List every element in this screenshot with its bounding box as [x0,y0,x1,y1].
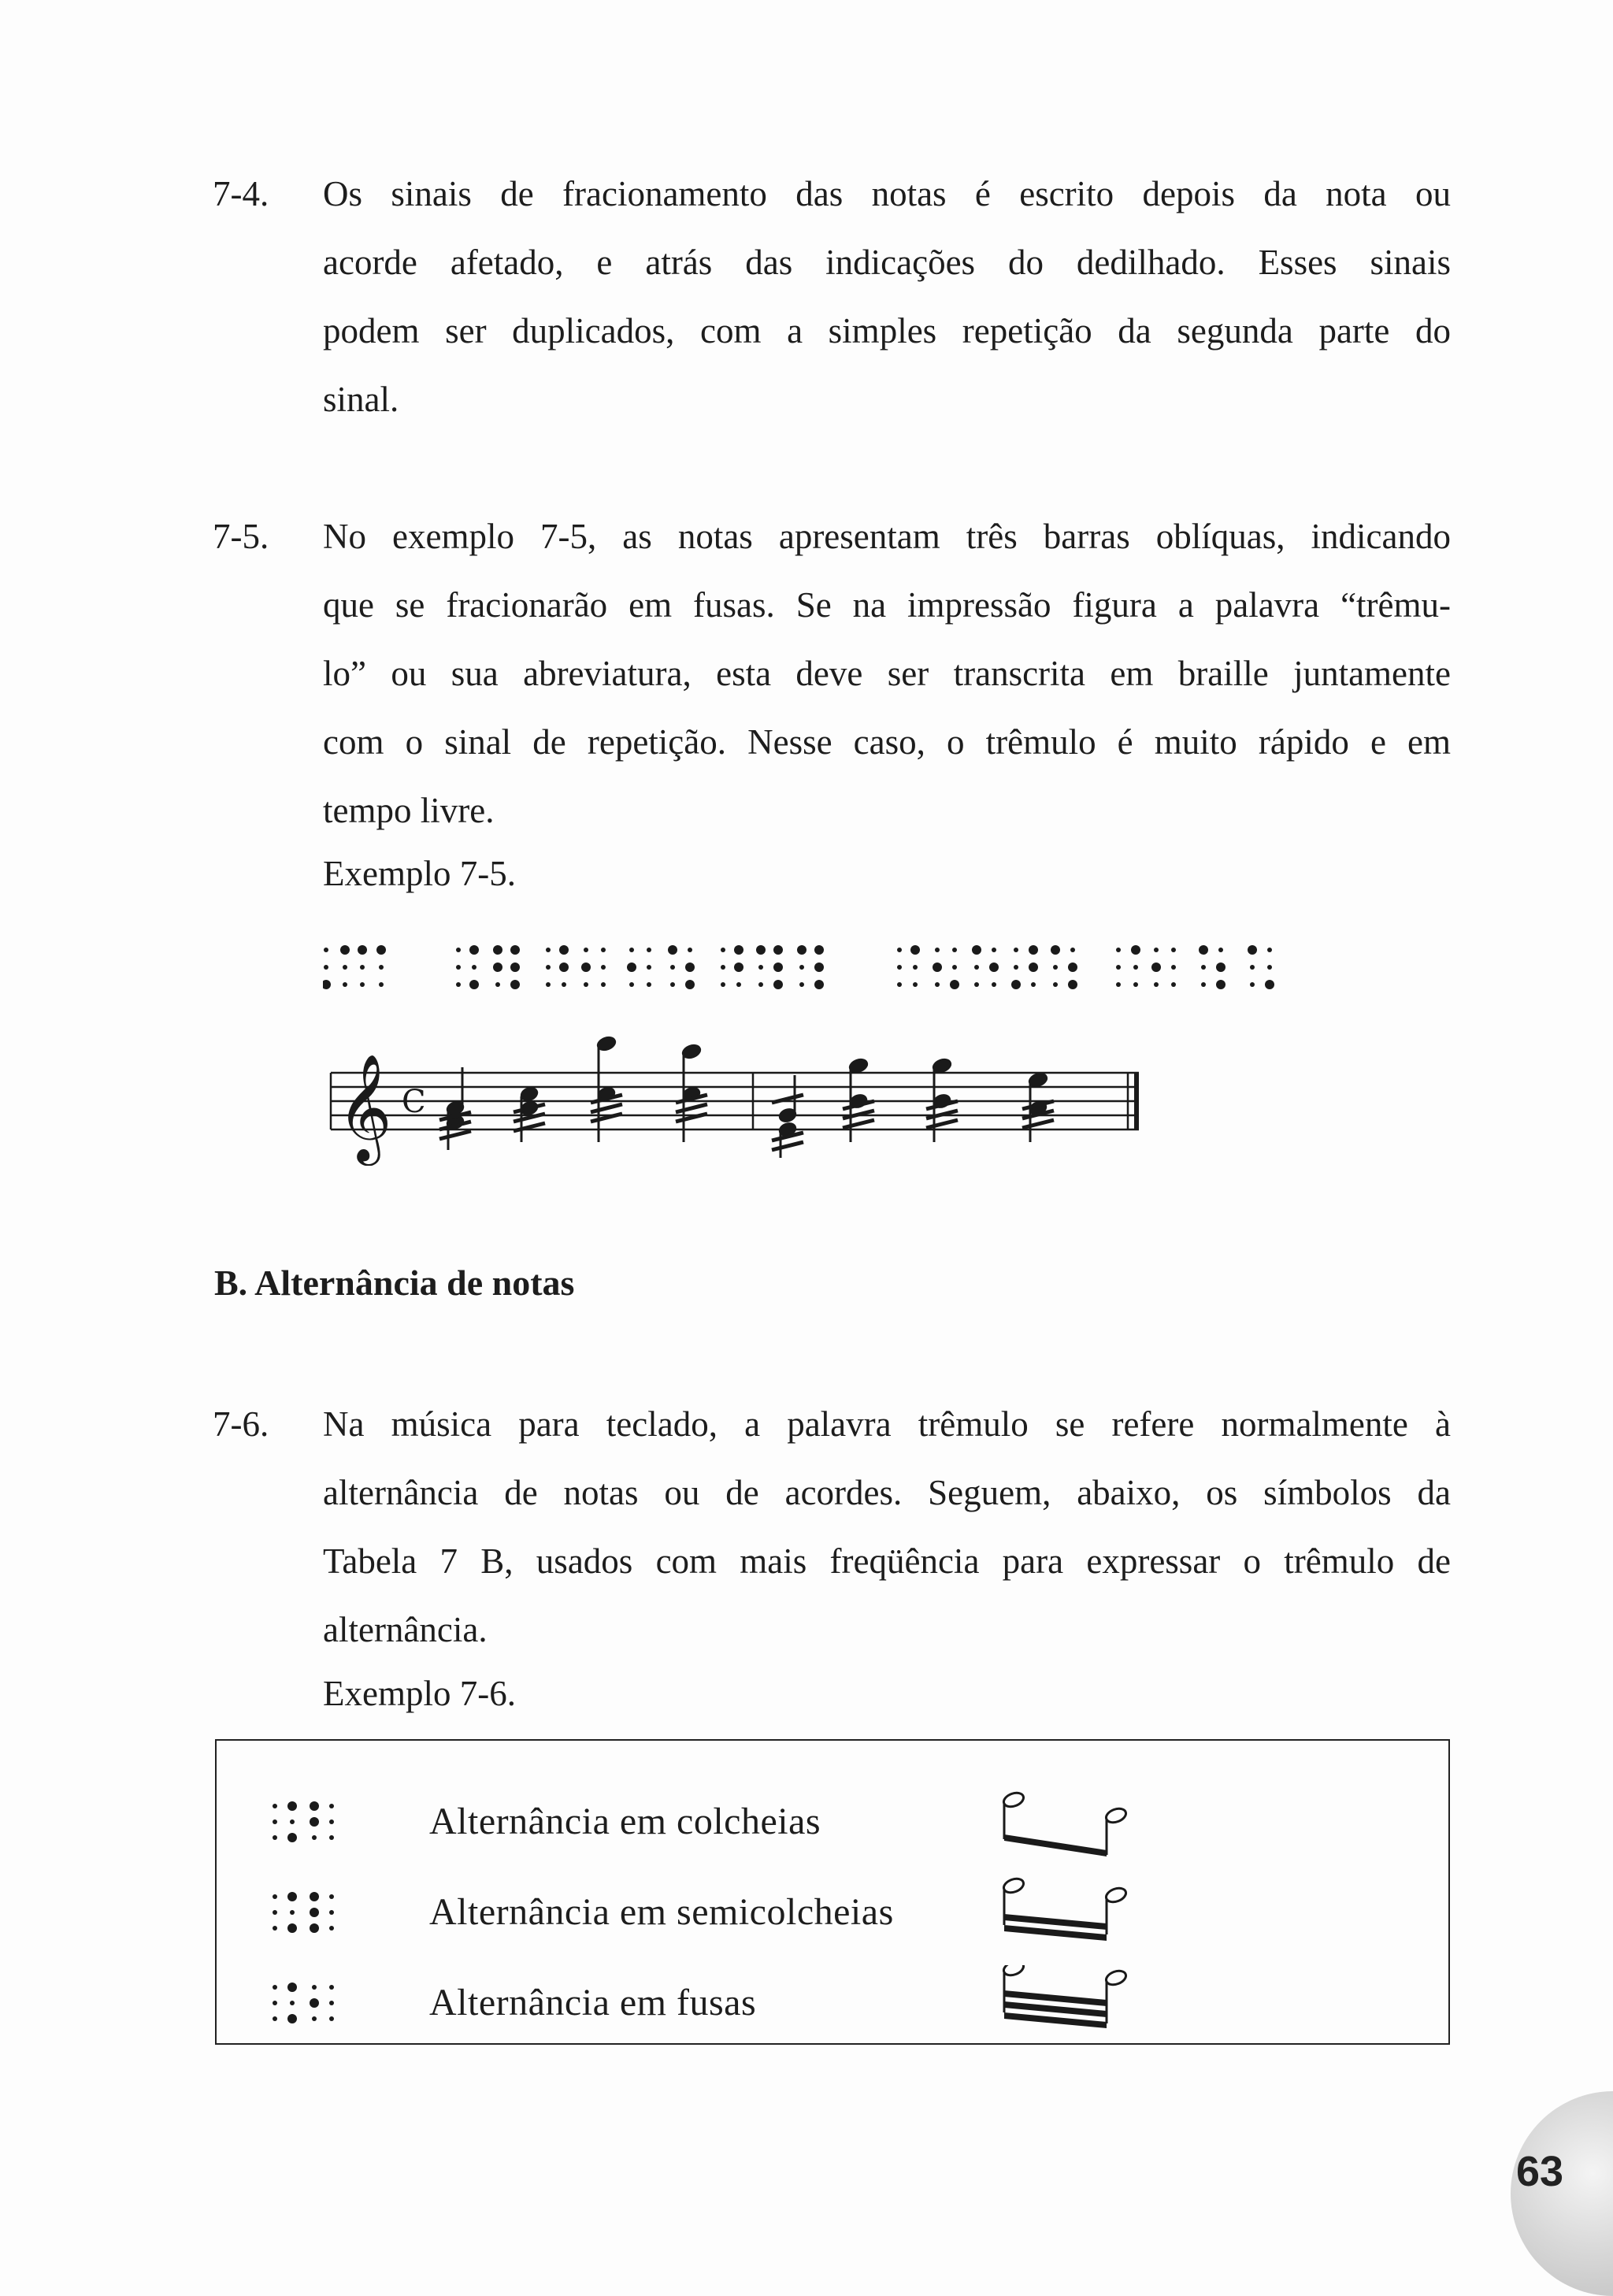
paragraph-body [323,1390,1451,1664]
page-number: 63 [1516,2148,1564,2195]
braille-transcription [323,944,1284,991]
alternation-eighth-icon [996,1784,1138,1867]
text-line: com o sinal de repetição. Nesse caso, o trêmulo é muito rápido e em [323,722,1451,762]
paragraph-7-4 [214,160,1451,434]
braille-cell-graphic [270,1800,336,1847]
text-line: Na música para teclado, a palavra trêmulo se refere normalmente à [323,1404,1451,1444]
text-line: sinal. [323,380,399,419]
braille-symbol [270,1890,336,1942]
section-heading: B. Alternância de notas [214,1263,575,1303]
text-line: lo” ou sua abreviatura, esta deve ser transcrita em braille juntamente [323,654,1451,693]
paragraph-number: 7-4. [213,174,269,213]
paragraph-number: 7-5. [213,517,269,556]
braille-symbol [270,1800,336,1851]
table-row-label: Alternância em fusas [429,1982,757,2023]
symbol-table [215,1739,1450,2045]
text-line: tempo livre. [323,791,495,830]
table-row-label: Alternância em semicolcheias [429,1891,894,1933]
text-line: alternância. [323,1610,488,1649]
paragraph-body [323,160,1451,434]
table-row-label: Alternância em colcheias [429,1801,821,1842]
braille-cell-graphic [270,1890,336,1938]
paragraph-number: 7-6. [213,1404,269,1444]
paragraph-7-6 [214,1390,1451,1664]
text-line: Os sinais de fracionamento das notas é escrito depois da nota ou [323,174,1451,213]
text-line: acorde afetado, e atrás das indicações do dedilhado. Esses sinais [323,243,1451,282]
braille-cell-graphic [270,1981,336,2028]
braille-dots-graphic [323,944,1284,991]
text-line: Tabela 7 B, usados com mais freqüência para expressar o trêmulo de [323,1541,1451,1581]
common-time-icon: C [402,1084,426,1120]
alternation-sixteenth-icon [996,1875,1138,1957]
example-label-7-5: Exemplo 7-5. [323,854,516,893]
paragraph-7-5 [214,503,1451,845]
treble-clef-icon: 𝄞 [337,1052,392,1161]
table-row [217,1784,1448,1863]
music-staff-example [315,1024,1150,1170]
text-line: alternância de notas ou de acordes. Seguem, abaixo, os símbolos da [323,1473,1451,1512]
alternation-thirtysecond-icon [996,1965,1138,2048]
table-row [217,1965,1448,2044]
example-label-7-6: Exemplo 7-6. [323,1674,516,1713]
table-row [217,1875,1448,1953]
music-notation-graphic [315,1024,1150,1166]
braille-symbol [270,1981,336,2032]
paragraph-body [323,503,1451,845]
text-line: podem ser duplicados, com a simples repetição da segunda parte do [323,311,1451,351]
text-line: No exemplo 7-5, as notas apresentam três barras oblíquas, indicando [323,517,1451,556]
text-line: que se fracionarão em fusas. Se na impressão figura a palavra “trêmu- [323,585,1451,625]
